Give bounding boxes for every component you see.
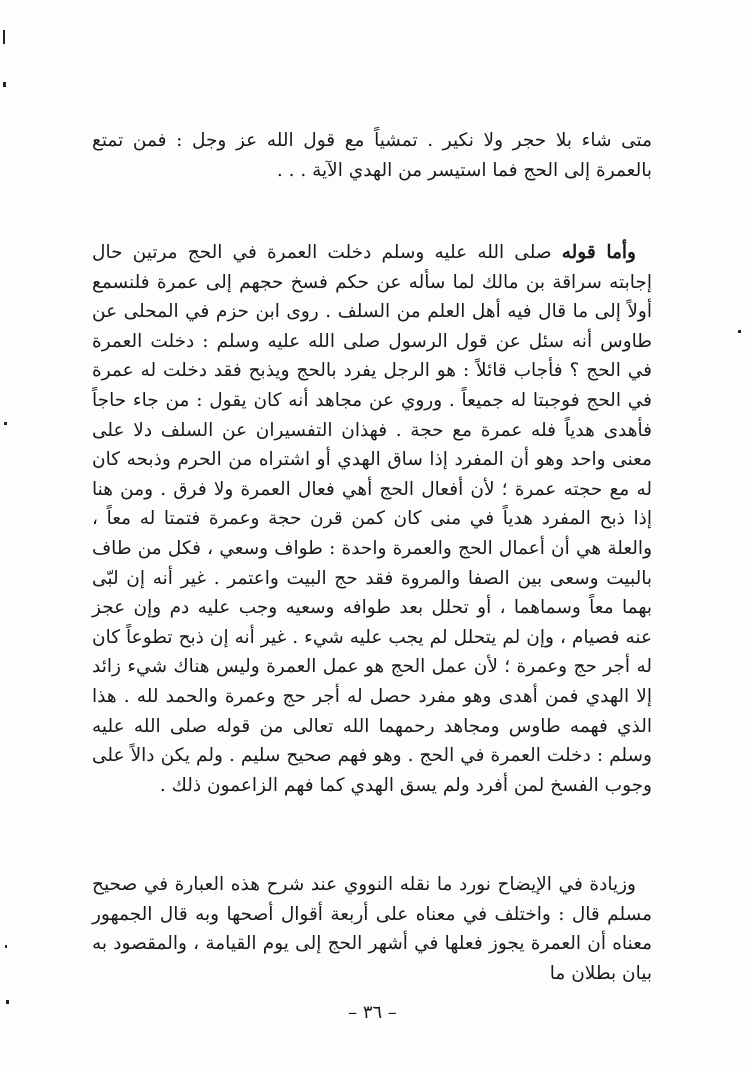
- paragraph-continuation: [92, 126, 652, 185]
- paragraph-text: متى شاء بلا حجر ولا نكير . تمشياً مع قول الله عز وجل : فمن تمتع بالعمرة إلى الحج فما استيسر من الهدي الآية . . .: [92, 130, 652, 181]
- paragraph-body: [92, 238, 652, 800]
- scan-edge-mark: [3, 30, 5, 44]
- scan-edge-mark: [738, 330, 741, 333]
- paragraph-main: [92, 238, 652, 800]
- scan-edge-mark: [3, 82, 6, 87]
- paragraph-clarification: [92, 870, 652, 988]
- paragraph-text: وزيادة في الإيضاح نورد ما نقله النووي عند شرح هذه العبارة في صحيح مسلم قال : واختلف في معناه على أربعة أقوال أصحها وبه قال الجمهور معناه أن العمرة يجوز فعلها في أشهر الحج إلى يوم القيامة ، والمقصود به بيان بطلان ما: [92, 874, 652, 984]
- paragraph-text: صلى الله عليه وسلم دخلت العمرة في الحج مرتين حال إجابته سراقة بن مالك لما سأله عن حكم فسخ حجهم إلى عمرة فلنسمع أولاً إلى ما قال فيه أهل العلم من السلف . روى ابن حزم في المحلى عن طاوس أنه سئل عن قول الرسول صلى الله عليه وسلم : دخلت العمرة في الحج ؟ فأجاب قائلاً : هو الرجل يفرد بالحج ويذبح فقد دخلت له عمرة في الحج فوجبتا له جميعاً . وروي عن مجاهد أنه كان يقول : من جاء حاجاً فأهدى هدياً فله عمرة مع حجة . فهذان التفسيران عن السلف دلا على معنى واحد وهو أن المفرد إذا ساق الهدي أو اشتراه من الحرم وذبحه كان له مع حجته عمرة ؛ لأن أفعال الحج أهي فعال العمرة ولا فرق . ومن هنا إذا ذبح المفرد هدياً في منى كان كمن قرن حجة وعمرة فتمتا له معاً ، والعلة هي أن أعمال الحج والعمرة واحدة : طواف وسعي ، فكل من طاف بالبيت وسعى بين الصفا والمروة فقد حج البيت واعتمر . غير أنه إن لبّى بهما معاً وسماهما ، أو تحلل بعد طوافه وسعيه وجب عليه دم وإن عجز عنه فصيام ، وإن لم يتحلل لم يجب عليه شيء . غير أنه إن ذبح تطوعاً كان له أجر حج وعمرة ؛ لأن عمل الحج هو عمل العمرة وليس هناك شيء زائد إلا الهدي فمن أهدى وهو مفرد حصل له أجر حج وعمرة والحمد لله . هذا الذي فهمه طاوس ومجاهد رحمهما الله تعالى من قوله صلى الله عليه وسلم : دخلت العمرة في الحج . وهو فهم صحيح سليم . ولم يكن دالاً على وجوب الفسخ لمن أفرد ولم يسق الهدي كما فهم الزاعمون ذلك .: [92, 242, 652, 796]
- page-number: – ٣٦ –: [348, 1002, 397, 1023]
- paragraph-body: [92, 870, 652, 988]
- scan-edge-mark: [4, 422, 7, 425]
- scan-edge-mark: [5, 945, 7, 948]
- paragraph-lead-phrase: وأما قوله: [561, 242, 636, 263]
